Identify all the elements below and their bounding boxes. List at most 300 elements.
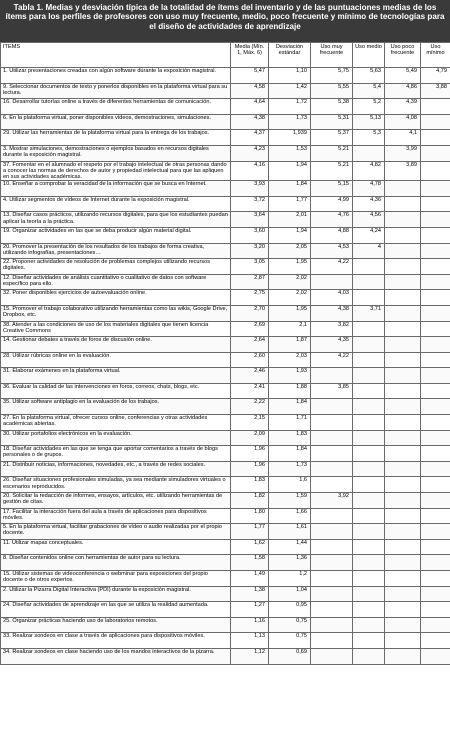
cell-medium: 5,4 bbox=[353, 83, 385, 99]
cell-minimum bbox=[421, 368, 450, 384]
cell-item: 6. En la plataforma virtual, poner disponibles vídeos, demostraciones, simulaciones. bbox=[1, 114, 231, 130]
table-row bbox=[1, 461, 450, 477]
cell-low-frequent: 4,08 bbox=[385, 114, 421, 130]
cell-low-frequent: 3,89 bbox=[385, 161, 421, 181]
cell-sd: 1,61 bbox=[269, 524, 311, 540]
cell-very-frequent bbox=[311, 524, 353, 540]
cell-sd: 1,66 bbox=[269, 508, 311, 524]
cell-item: 22. Proponer actividades de resolución de problemas complejos utilizando recursos digitales. bbox=[1, 259, 231, 275]
cell-very-frequent: 4,22 bbox=[311, 352, 353, 368]
cell-sd: 1,88 bbox=[269, 383, 311, 399]
cell-very-frequent: 4,38 bbox=[311, 305, 353, 321]
cell-item: 20. Solicitar la redacción de informes, ensayos, artículos, etc. utilizando herramientas de gestión de citas. bbox=[1, 493, 231, 509]
cell-very-frequent bbox=[311, 274, 353, 290]
cell-medium bbox=[353, 321, 385, 337]
cell-medium bbox=[353, 493, 385, 509]
table-row bbox=[1, 130, 450, 146]
cell-mean: 5,47 bbox=[231, 68, 269, 84]
table-row bbox=[1, 477, 450, 493]
cell-mean: 4,16 bbox=[231, 161, 269, 181]
cell-mean: 3,60 bbox=[231, 227, 269, 243]
cell-mean: 1,77 bbox=[231, 524, 269, 540]
cell-item: 26. Diseñar situaciones profesionales simuladas, ya sea mediante simuladores virtuales o escenarios reproducidos. bbox=[1, 477, 231, 493]
cell-very-frequent bbox=[311, 415, 353, 431]
cell-sd: 2,1 bbox=[269, 321, 311, 337]
cell-medium bbox=[353, 539, 385, 555]
cell-medium: 3,71 bbox=[353, 305, 385, 321]
cell-sd: 1,36 bbox=[269, 555, 311, 571]
cell-medium bbox=[353, 290, 385, 306]
table-row bbox=[1, 602, 450, 618]
table-body bbox=[1, 68, 450, 665]
cell-item: 5. En la plataforma virtual, facilitar grabaciones de vídeo o audio realizadas por el propio docente. bbox=[1, 524, 231, 540]
cell-medium bbox=[353, 571, 385, 587]
table-row bbox=[1, 524, 450, 540]
cell-low-frequent bbox=[385, 617, 421, 633]
cell-low-frequent: 4,39 bbox=[385, 99, 421, 115]
cell-item: 16. Desarrollar tutorías online a través de diferentes herramientas de comunicación. bbox=[1, 99, 231, 115]
cell-low-frequent bbox=[385, 586, 421, 602]
cell-low-frequent bbox=[385, 243, 421, 259]
cell-mean: 2,41 bbox=[231, 383, 269, 399]
cell-item: 18. Diseñar actividades en las que se tenga que aportar comentarios a través de blogs personales o de grupos. bbox=[1, 446, 231, 462]
cell-medium bbox=[353, 399, 385, 415]
cell-mean: 3,93 bbox=[231, 181, 269, 197]
cell-minimum bbox=[421, 430, 450, 446]
cell-mean: 2,46 bbox=[231, 368, 269, 384]
cell-minimum bbox=[421, 337, 450, 353]
header-low-frequent: Uso poco frecuente bbox=[385, 43, 421, 68]
header-minimum: Uso mínimo bbox=[421, 43, 450, 68]
cell-very-frequent: 4,88 bbox=[311, 227, 353, 243]
cell-mean: 2,22 bbox=[231, 399, 269, 415]
header-mean: Media (Mín. 1, Máx. 6) bbox=[231, 43, 269, 68]
cell-item: 15. Utilizar sistemas de videoconferencia o webminar para exposiciones del propio docente o de otros expertos. bbox=[1, 571, 231, 587]
cell-very-frequent: 5,21 bbox=[311, 145, 353, 161]
table-row bbox=[1, 555, 450, 571]
cell-sd: 1,2 bbox=[269, 571, 311, 587]
cell-sd: 1,42 bbox=[269, 83, 311, 99]
cell-mean: 3,20 bbox=[231, 243, 269, 259]
cell-very-frequent: 3,85 bbox=[311, 383, 353, 399]
cell-sd: 1,59 bbox=[269, 493, 311, 509]
cell-medium bbox=[353, 368, 385, 384]
cell-low-frequent: 5,49 bbox=[385, 68, 421, 84]
cell-very-frequent: 5,21 bbox=[311, 161, 353, 181]
header-very-frequent: Uso muy frecuente bbox=[311, 43, 353, 68]
cell-mean: 4,37 bbox=[231, 130, 269, 146]
table-row bbox=[1, 259, 450, 275]
cell-mean: 3,05 bbox=[231, 259, 269, 275]
cell-sd: 1,44 bbox=[269, 539, 311, 555]
cell-low-frequent bbox=[385, 571, 421, 587]
table-row bbox=[1, 243, 450, 259]
cell-minimum bbox=[421, 99, 450, 115]
table-row bbox=[1, 161, 450, 181]
cell-minimum bbox=[421, 227, 450, 243]
cell-item: 10. Enseñar a comprobar la veracidad de la información que se busca en Internet. bbox=[1, 181, 231, 197]
cell-item: 34. Realizar sondeos en clase haciendo uso de los mandos interactivos de la pizarra. bbox=[1, 648, 231, 664]
cell-low-frequent bbox=[385, 539, 421, 555]
table-row bbox=[1, 196, 450, 212]
cell-low-frequent bbox=[385, 602, 421, 618]
cell-medium bbox=[353, 274, 385, 290]
cell-low-frequent bbox=[385, 477, 421, 493]
cell-low-frequent bbox=[385, 321, 421, 337]
cell-minimum bbox=[421, 446, 450, 462]
cell-mean: 4,64 bbox=[231, 99, 269, 115]
cell-low-frequent bbox=[385, 212, 421, 228]
cell-low-frequent: 3,99 bbox=[385, 145, 421, 161]
cell-sd: 1,84 bbox=[269, 181, 311, 197]
cell-medium bbox=[353, 415, 385, 431]
cell-minimum bbox=[421, 477, 450, 493]
cell-minimum bbox=[421, 321, 450, 337]
table-row bbox=[1, 227, 450, 243]
cell-minimum bbox=[421, 461, 450, 477]
cell-very-frequent: 5,37 bbox=[311, 130, 353, 146]
cell-mean: 4,38 bbox=[231, 114, 269, 130]
cell-medium bbox=[353, 430, 385, 446]
cell-mean: 2,87 bbox=[231, 274, 269, 290]
cell-minimum bbox=[421, 617, 450, 633]
cell-low-frequent bbox=[385, 508, 421, 524]
cell-medium bbox=[353, 461, 385, 477]
cell-very-frequent bbox=[311, 633, 353, 649]
cell-item: 33. Realizar sondeos en clase a través de aplicaciones para dispositivos móviles. bbox=[1, 633, 231, 649]
cell-low-frequent bbox=[385, 274, 421, 290]
cell-sd: 1,73 bbox=[269, 114, 311, 130]
cell-sd: 1,95 bbox=[269, 305, 311, 321]
cell-very-frequent bbox=[311, 648, 353, 664]
cell-mean: 2,09 bbox=[231, 430, 269, 446]
cell-sd: 1,6 bbox=[269, 477, 311, 493]
table-row bbox=[1, 368, 450, 384]
cell-very-frequent: 4,35 bbox=[311, 337, 353, 353]
cell-medium bbox=[353, 586, 385, 602]
cell-low-frequent bbox=[385, 196, 421, 212]
cell-medium bbox=[353, 508, 385, 524]
cell-minimum bbox=[421, 181, 450, 197]
cell-item: 19. Organizar actividades en las que se deba producir algún material digital. bbox=[1, 227, 231, 243]
table-row bbox=[1, 617, 450, 633]
cell-sd: 1,84 bbox=[269, 399, 311, 415]
cell-mean: 1,58 bbox=[231, 555, 269, 571]
cell-sd: 0,95 bbox=[269, 602, 311, 618]
cell-very-frequent bbox=[311, 617, 353, 633]
cell-mean: 1,49 bbox=[231, 571, 269, 587]
cell-sd: 1,94 bbox=[269, 227, 311, 243]
table-row bbox=[1, 274, 450, 290]
cell-very-frequent: 4,53 bbox=[311, 243, 353, 259]
table-header bbox=[1, 43, 450, 68]
cell-sd: 0,69 bbox=[269, 648, 311, 664]
cell-medium bbox=[353, 648, 385, 664]
cell-mean: 2,15 bbox=[231, 415, 269, 431]
cell-medium bbox=[353, 602, 385, 618]
cell-minimum bbox=[421, 352, 450, 368]
cell-very-frequent bbox=[311, 539, 353, 555]
cell-mean: 2,60 bbox=[231, 352, 269, 368]
cell-low-frequent bbox=[385, 446, 421, 462]
cell-medium bbox=[353, 259, 385, 275]
cell-item: 15. Promover el trabajo colaborativo utilizando herramientas como las wikis, Google Drive, Dropbox, etc. bbox=[1, 305, 231, 321]
cell-sd: 1,939 bbox=[269, 130, 311, 146]
cell-very-frequent bbox=[311, 508, 353, 524]
cell-very-frequent: 3,82 bbox=[311, 321, 353, 337]
cell-very-frequent: 5,15 bbox=[311, 181, 353, 197]
cell-very-frequent: 4,03 bbox=[311, 290, 353, 306]
cell-item: 3. Mostrar simulaciones, demostraciones o ejemplos basados en recursos digitales durante la exposición magistral. bbox=[1, 145, 231, 161]
cell-mean: 2,75 bbox=[231, 290, 269, 306]
cell-medium bbox=[353, 617, 385, 633]
cell-medium bbox=[353, 633, 385, 649]
cell-very-frequent bbox=[311, 446, 353, 462]
cell-very-frequent: 4,76 bbox=[311, 212, 353, 228]
cell-medium: 5,3 bbox=[353, 130, 385, 146]
cell-mean: 3,64 bbox=[231, 212, 269, 228]
cell-very-frequent: 4,99 bbox=[311, 196, 353, 212]
cell-minimum bbox=[421, 114, 450, 130]
cell-minimum bbox=[421, 399, 450, 415]
cell-low-frequent bbox=[385, 181, 421, 197]
cell-minimum: 3,88 bbox=[421, 83, 450, 99]
cell-item: 2. Utilizar la Pizarra Digital Interactiva (PDI) durante la exposición magistral. bbox=[1, 586, 231, 602]
table-row bbox=[1, 352, 450, 368]
table-row bbox=[1, 383, 450, 399]
table-row bbox=[1, 181, 450, 197]
cell-sd: 1,73 bbox=[269, 461, 311, 477]
cell-item: 35. Utilizar software antiplagio en la evaluación de los trabajos. bbox=[1, 399, 231, 415]
cell-low-frequent bbox=[385, 259, 421, 275]
cell-medium bbox=[353, 524, 385, 540]
cell-mean: 1,96 bbox=[231, 461, 269, 477]
cell-sd: 2,05 bbox=[269, 243, 311, 259]
table-row bbox=[1, 321, 450, 337]
table-row bbox=[1, 337, 450, 353]
cell-item: 11. Utilizar mapas conceptuales. bbox=[1, 539, 231, 555]
cell-low-frequent bbox=[385, 305, 421, 321]
table-row bbox=[1, 493, 450, 509]
table-row bbox=[1, 415, 450, 431]
cell-low-frequent: 4,1 bbox=[385, 130, 421, 146]
cell-medium: 4,78 bbox=[353, 181, 385, 197]
cell-minimum: 4,79 bbox=[421, 68, 450, 84]
cell-medium bbox=[353, 337, 385, 353]
cell-very-frequent bbox=[311, 461, 353, 477]
cell-very-frequent: 4,22 bbox=[311, 259, 353, 275]
cell-minimum bbox=[421, 648, 450, 664]
cell-medium: 4 bbox=[353, 243, 385, 259]
cell-very-frequent: 5,75 bbox=[311, 68, 353, 84]
table-row bbox=[1, 399, 450, 415]
cell-item: 31. Elaborar exámenes en la plataforma virtual. bbox=[1, 368, 231, 384]
cell-minimum bbox=[421, 555, 450, 571]
cell-sd: 0,75 bbox=[269, 633, 311, 649]
cell-mean: 2,64 bbox=[231, 337, 269, 353]
cell-item: 13. Diseñar casos prácticos, utilizando recursos digitales, para que los estudiantes puedan aplicar la teoría a la práctica. bbox=[1, 212, 231, 228]
cell-sd: 1,53 bbox=[269, 145, 311, 161]
table-row bbox=[1, 114, 450, 130]
cell-minimum bbox=[421, 130, 450, 146]
cell-medium bbox=[353, 145, 385, 161]
cell-item: 29. Utilizar las herramientas de la plataforma virtual para la entrega de los trabajos. bbox=[1, 130, 231, 146]
cell-low-frequent bbox=[385, 555, 421, 571]
cell-mean: 1,80 bbox=[231, 508, 269, 524]
cell-sd: 2,02 bbox=[269, 274, 311, 290]
cell-minimum bbox=[421, 161, 450, 181]
table-row bbox=[1, 508, 450, 524]
cell-item: 20. Promover la presentación de los resultados de los trabajos de forma creativa, utilizando infografías, presentaciones… bbox=[1, 243, 231, 259]
cell-item: 9. Seleccionar documentos de texto y ponerlos disponibles en la plataforma virtual para su lectura. bbox=[1, 83, 231, 99]
table-row bbox=[1, 305, 450, 321]
table-row bbox=[1, 212, 450, 228]
cell-low-frequent bbox=[385, 383, 421, 399]
table-row bbox=[1, 539, 450, 555]
cell-medium: 4,56 bbox=[353, 212, 385, 228]
cell-sd: 1,87 bbox=[269, 337, 311, 353]
cell-minimum bbox=[421, 243, 450, 259]
cell-low-frequent bbox=[385, 524, 421, 540]
cell-low-frequent bbox=[385, 430, 421, 446]
header-medium: Uso medio bbox=[353, 43, 385, 68]
cell-item: 37. Fomentar en el alumnado el respeto por el trabajo intelectual de otras personas dando a conocer las normas de derechos de autor y propiedad intelectual para que las apliquen en sus actividades académicas. bbox=[1, 161, 231, 181]
table-row bbox=[1, 633, 450, 649]
cell-minimum bbox=[421, 602, 450, 618]
cell-mean: 2,69 bbox=[231, 321, 269, 337]
cell-mean: 1,27 bbox=[231, 602, 269, 618]
cell-mean: 4,23 bbox=[231, 145, 269, 161]
cell-mean: 1,12 bbox=[231, 648, 269, 664]
cell-very-frequent: 5,38 bbox=[311, 99, 353, 115]
cell-mean: 1,13 bbox=[231, 633, 269, 649]
cell-minimum bbox=[421, 493, 450, 509]
cell-minimum bbox=[421, 259, 450, 275]
header-items: ITEMS bbox=[1, 43, 231, 68]
cell-medium bbox=[353, 477, 385, 493]
cell-item: 12. Diseñar actividades de análisis cuantitativo o cualitativo de datos con software específico para ello. bbox=[1, 274, 231, 290]
cell-sd: 1,83 bbox=[269, 430, 311, 446]
cell-minimum bbox=[421, 524, 450, 540]
cell-very-frequent: 5,31 bbox=[311, 114, 353, 130]
table-row bbox=[1, 571, 450, 587]
cell-very-frequent bbox=[311, 586, 353, 602]
cell-sd: 1,94 bbox=[269, 161, 311, 181]
cell-mean: 1,38 bbox=[231, 586, 269, 602]
cell-very-frequent bbox=[311, 477, 353, 493]
cell-minimum bbox=[421, 145, 450, 161]
cell-very-frequent bbox=[311, 430, 353, 446]
header-row bbox=[1, 43, 450, 68]
header-sd: Desviación estándar bbox=[269, 43, 311, 68]
table-row bbox=[1, 68, 450, 84]
cell-sd: 0,75 bbox=[269, 617, 311, 633]
cell-low-frequent bbox=[385, 461, 421, 477]
cell-low-frequent bbox=[385, 415, 421, 431]
cell-item: 38. Atender a las condiciones de uso de los materiales digitales que tienen licencia Creative Commons bbox=[1, 321, 231, 337]
cell-medium: 5,13 bbox=[353, 114, 385, 130]
table-title: Tabla 1. Medias y desviación típica de la totalidad de ítems del inventario y de las puntuaciones medias de los ítems para los perfiles de profesores con uso muy frecuente, medio, poco frecuente y mínimo de tecnologías para el diseño de actividades de aprendizaje bbox=[0, 0, 450, 42]
cell-minimum bbox=[421, 633, 450, 649]
cell-item: 1. Utilizar presentaciones creadas con algún software durante la exposición magistral. bbox=[1, 68, 231, 84]
cell-minimum bbox=[421, 196, 450, 212]
cell-low-frequent bbox=[385, 399, 421, 415]
cell-medium: 4,24 bbox=[353, 227, 385, 243]
table-row bbox=[1, 145, 450, 161]
cell-medium: 4,36 bbox=[353, 196, 385, 212]
cell-minimum bbox=[421, 571, 450, 587]
cell-minimum bbox=[421, 290, 450, 306]
cell-mean: 1,16 bbox=[231, 617, 269, 633]
cell-item: 17. Facilitar la interacción fuera del aula a través de aplicaciones para dispositivos móviles. bbox=[1, 508, 231, 524]
cell-sd: 1,72 bbox=[269, 99, 311, 115]
cell-item: 4. Utilizar segmentos de vídeos de Internet durante la exposición magistral. bbox=[1, 196, 231, 212]
cell-medium bbox=[353, 555, 385, 571]
cell-low-frequent: 4,86 bbox=[385, 83, 421, 99]
cell-low-frequent bbox=[385, 352, 421, 368]
cell-medium: 4,82 bbox=[353, 161, 385, 181]
cell-mean: 1,96 bbox=[231, 446, 269, 462]
cell-item: 14. Gestionar debates a través de foros de discusión online. bbox=[1, 337, 231, 353]
cell-very-frequent: 3,92 bbox=[311, 493, 353, 509]
cell-minimum bbox=[421, 274, 450, 290]
cell-minimum bbox=[421, 212, 450, 228]
cell-sd: 1,04 bbox=[269, 586, 311, 602]
cell-mean: 3,72 bbox=[231, 196, 269, 212]
table-row bbox=[1, 586, 450, 602]
cell-sd: 1,93 bbox=[269, 368, 311, 384]
table-row bbox=[1, 430, 450, 446]
table-row bbox=[1, 83, 450, 99]
table-row bbox=[1, 290, 450, 306]
cell-item: 24. Diseñar actividades de aprendizaje en las que se utiliza la realidad aumentada. bbox=[1, 602, 231, 618]
data-table bbox=[0, 42, 450, 665]
cell-minimum bbox=[421, 508, 450, 524]
cell-item: 21. Distribuir noticias, informaciones, novedades, etc., a través de redes sociales. bbox=[1, 461, 231, 477]
cell-low-frequent bbox=[385, 227, 421, 243]
cell-medium bbox=[353, 446, 385, 462]
cell-medium bbox=[353, 352, 385, 368]
cell-mean: 2,70 bbox=[231, 305, 269, 321]
cell-very-frequent: 5,55 bbox=[311, 83, 353, 99]
cell-sd: 1,10 bbox=[269, 68, 311, 84]
cell-low-frequent bbox=[385, 368, 421, 384]
cell-mean: 4,58 bbox=[231, 83, 269, 99]
cell-minimum bbox=[421, 539, 450, 555]
cell-minimum bbox=[421, 586, 450, 602]
cell-item: 28. Utilizar rúbricas online en la evaluación. bbox=[1, 352, 231, 368]
table-row bbox=[1, 648, 450, 664]
cell-medium: 5,63 bbox=[353, 68, 385, 84]
table-row bbox=[1, 446, 450, 462]
cell-item: 30. Utilizar portafolios electrónicos en la evaluación. bbox=[1, 430, 231, 446]
cell-item: 8. Diseñar contenidos online con herramientas de autor para su lectura. bbox=[1, 555, 231, 571]
cell-sd: 2,03 bbox=[269, 352, 311, 368]
cell-item: 36. Evaluar la calidad de las intervenciones en foros, correos, chats, blogs, etc. bbox=[1, 383, 231, 399]
cell-low-frequent bbox=[385, 290, 421, 306]
cell-minimum bbox=[421, 415, 450, 431]
cell-mean: 1,62 bbox=[231, 539, 269, 555]
cell-sd: 1,95 bbox=[269, 259, 311, 275]
cell-sd: 1,84 bbox=[269, 446, 311, 462]
table-row bbox=[1, 99, 450, 115]
cell-item: 27. En la plataforma virtual, ofrecer cursos online, conferencias y otras actividades académicas abiertas. bbox=[1, 415, 231, 431]
cell-minimum bbox=[421, 383, 450, 399]
cell-sd: 2,01 bbox=[269, 212, 311, 228]
cell-mean: 1,83 bbox=[231, 477, 269, 493]
cell-low-frequent bbox=[385, 337, 421, 353]
cell-sd: 2,02 bbox=[269, 290, 311, 306]
